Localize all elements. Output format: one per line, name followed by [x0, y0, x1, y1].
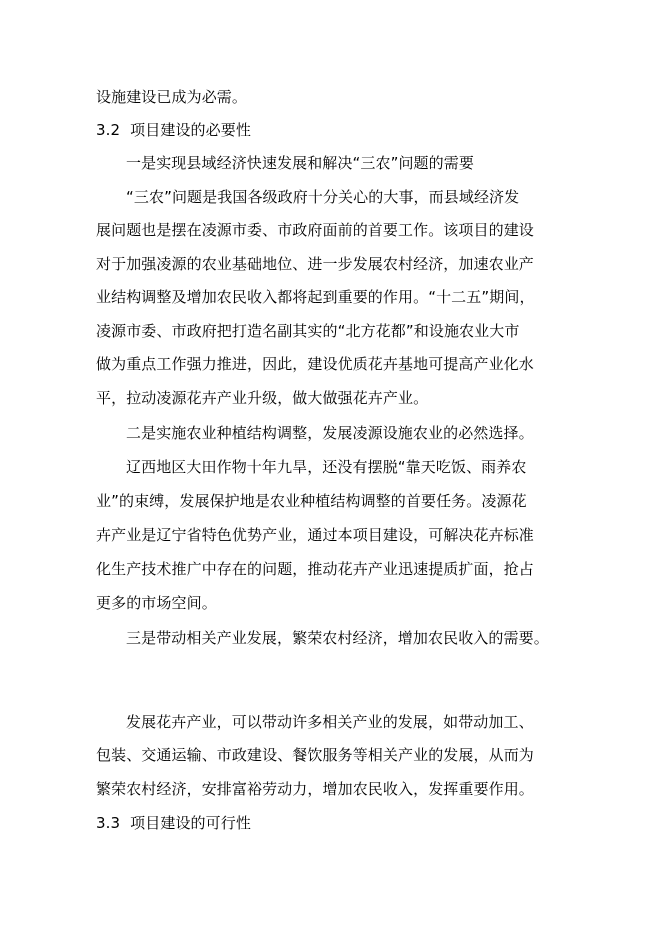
- paragraph-line: 更多的市场空间。: [96, 594, 217, 612]
- section-number: 3.2: [96, 121, 121, 139]
- paragraph-line: 对于加强凌源的农业基础地位、进一步发展农村经济，加速农业产: [96, 255, 534, 273]
- paragraph-line: 展问题也是摆在凌源市委、市政府面前的首要工作。该项目的建设: [96, 221, 534, 239]
- paragraph-line: 化生产技术推广中存在的问题，推动花卉产业迅速提质扩面，抢占: [96, 560, 534, 578]
- section-title: 项目建设的必要性: [130, 121, 251, 139]
- paragraph-line: 繁荣农村经济，安排富裕劳动力，增加农民收入，发挥重要作用。: [96, 780, 534, 798]
- paragraph-heading-line: 三是带动相关产业发展，繁荣农村经济，增加农民收入的需要。: [126, 629, 549, 647]
- paragraph-line: 包装、交通运输、市政建设、餐饮服务等相关产业的发展，从而为: [96, 746, 534, 764]
- paragraph-line: 卉产业是辽宁省特色优势产业，通过本项目建设，可解决花卉标准: [96, 526, 534, 544]
- paragraph-line: 做为重点工作强力推进，因此，建设优质花卉基地可提高产业化水: [96, 355, 534, 373]
- paragraph-line: 业结构调整及增加农民收入都将起到重要的作用。“十二五”期间，: [96, 288, 535, 306]
- paragraph-line: 凌源市委、市政府把打造名副其实的“北方花都”和设施农业大市: [96, 322, 520, 340]
- section-heading-3-2: [96, 120, 251, 140]
- paragraph-line: 设施建设已成为必需。: [96, 88, 248, 106]
- paragraph-line: 辽西地区大田作物十年九旱，还没有摆脱“靠天吃饭、雨养农: [126, 458, 527, 476]
- paragraph-line: 业”的束缚，发展保护地是农业种植结构调整的首要任务。凌源花: [96, 492, 527, 510]
- section-heading-3-3: [96, 813, 251, 833]
- section-title: 项目建设的可行性: [130, 814, 251, 832]
- paragraph-line: 平，拉动凌源花卉产业升级，做大做强花卉产业。: [96, 389, 429, 407]
- paragraph-heading-line: 一是实现县域经济快速发展和解决“三农”问题的需要: [126, 154, 474, 172]
- paragraph-heading-line: 二是实施农业种植结构调整，发展凌源设施农业的必然选择。: [126, 424, 534, 442]
- paragraph-line: 发展花卉产业，可以带动许多相关产业的发展，如带动加工、: [126, 713, 534, 731]
- section-number: 3.3: [96, 814, 121, 832]
- paragraph-line: “三农”问题是我国各级政府十分关心的大事，而县域经济发: [126, 188, 520, 206]
